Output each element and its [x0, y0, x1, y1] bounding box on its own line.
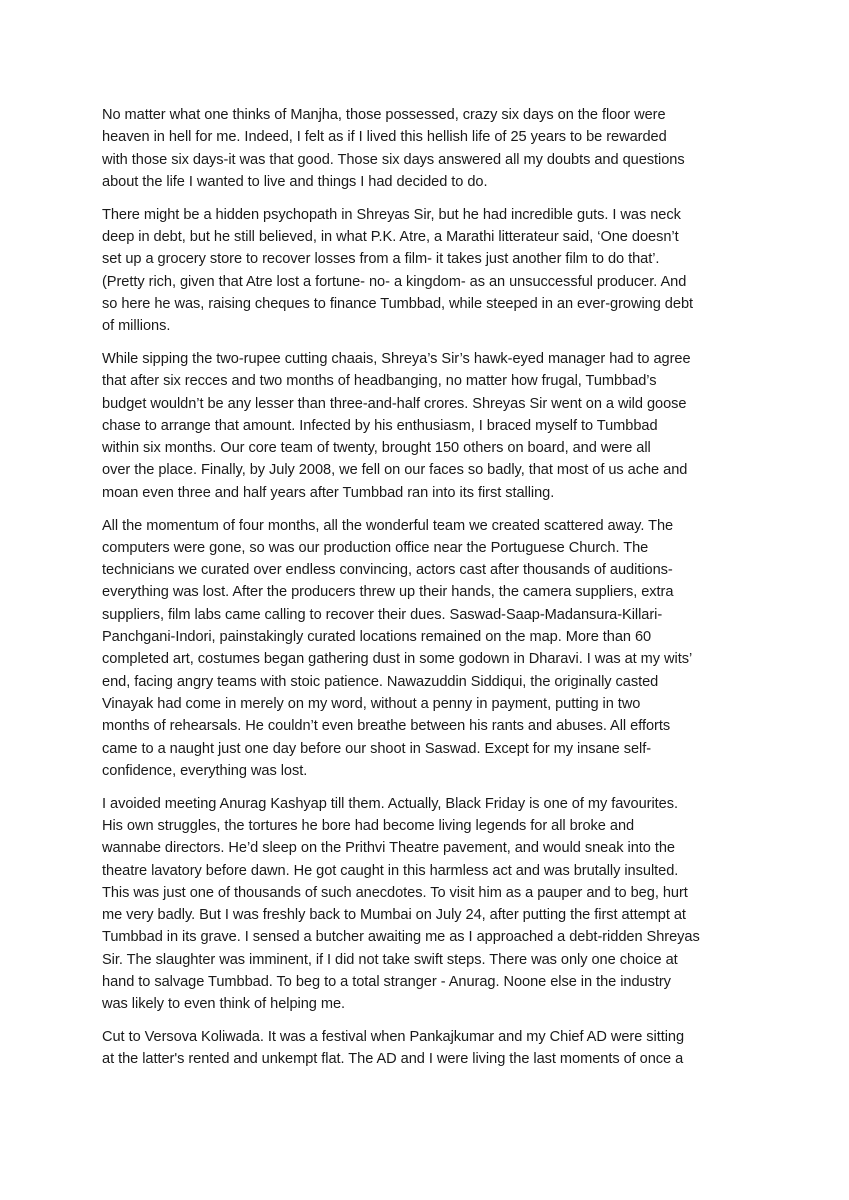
paragraph-budget: While sipping the two-rupee cutting chaais, Shreya’s Sir’s hawk-eyed manager had to agree that after six recces and two months of headbanging, no matter how frugal, Tumbbad’s budget wouldn’t be any lesser than three-and-half crores. Shreyas Sir went on a wild goose chase to arrange that amount. Infected by his enthusiasm, I braced myself to Tumbbad within six months. Our core team of twenty, brought 150 others on board, and were all over the place. Finally, by July 2008, we fell on our faces so badly, that most of us ache and moan even three and half years after Tumbbad ran into its first stalling.: [102, 350, 691, 501]
paragraph-versova-koliwada: Cut to Versova Koliwada. It was a festival when Pankajkumar and my Chief AD were sitting at the latter's rented and unkempt flat. The AD and I were living the last moments of once a: [102, 1029, 685, 1068]
paragraph-momentum-lost: All the momentum of four months, all the wonderful team we created scattered away. The computers were gone, so was our production office near the Portuguese Church. The technicians we curated over endless convincing, actors cast after thousands of auditions- everything was lost. After the producers threw up their hands, the camera suppliers, extra suppliers, film labs came calling to recover their dues. Saswad-Saap-Madansura-Killari- Panchgani-Indori, painstakingly curated locations remained on the map. More than 60 completed art, costumes began gathering dust in some godown in Dharavi. I was at my wits’ end, facing angry teams with stoic patience. Nawazuddin Siddiqui, the originally casted Vinayak had come in merely on my word, without a penny in payment, putting in two months of rehearsals. He couldn’t even breathe between his rants and abuses. All efforts came to a naught just one day before our shoot in Saswad. Except for my insane self- confidence, everything was lost.: [102, 517, 693, 779]
document-body: [102, 104, 754, 1081]
paragraph-anurag-kashyap: I avoided meeting Anurag Kashyap till them. Actually, Black Friday is one of my favourites. His own struggles, the tortures he bore had become living legends for all broke and wannabe directors. He’d sleep on the Prithvi Theatre pavement, and would sneak into the theatre lavatory before dawn. He got caught in this harmless act and was brutally insulted. This was just one of thousands of such anecdotes. To visit him as a pauper and to beg, hurt me very badly. But I was freshly back to Mumbai on July 24, after putting the first attempt at Tumbbad in its grave. I sensed a butcher awaiting me as I approached a debt-ridden Shreyas Sir. The slaughter was imminent, if I did not take swift steps. There was only one choice at hand to salvage Tumbbad. To beg to a total stranger - Anurag. Noone else in the industry was likely to even think of helping me.: [102, 795, 700, 1013]
paragraph-shreyas-sir: There might be a hidden psychopath in Shreyas Sir, but he had incredible guts. I was neck deep in debt, but he still believed, in what P.K. Atre, a Marathi litterateur said, ‘One doesn’t set up a grocery store to recover losses from a film- it takes just another film to do that’. (Pretty rich, given that Atre lost a fortune- no- a kingdom- as an unsuccessful producer. And so here he was, raising cheques to finance Tumbbad, while steeped in an ever-growing debt of millions.: [102, 206, 694, 335]
paragraph-manjha: No matter what one thinks of Manjha, those possessed, crazy six days on the floor were heaven in hell for me. Indeed, I felt as if I lived this hellish life of 25 years to be rewarded with those six days-it was that good. Those six days answered all my doubts and questions about the life I wanted to live and things I had decided to do.: [102, 107, 685, 190]
